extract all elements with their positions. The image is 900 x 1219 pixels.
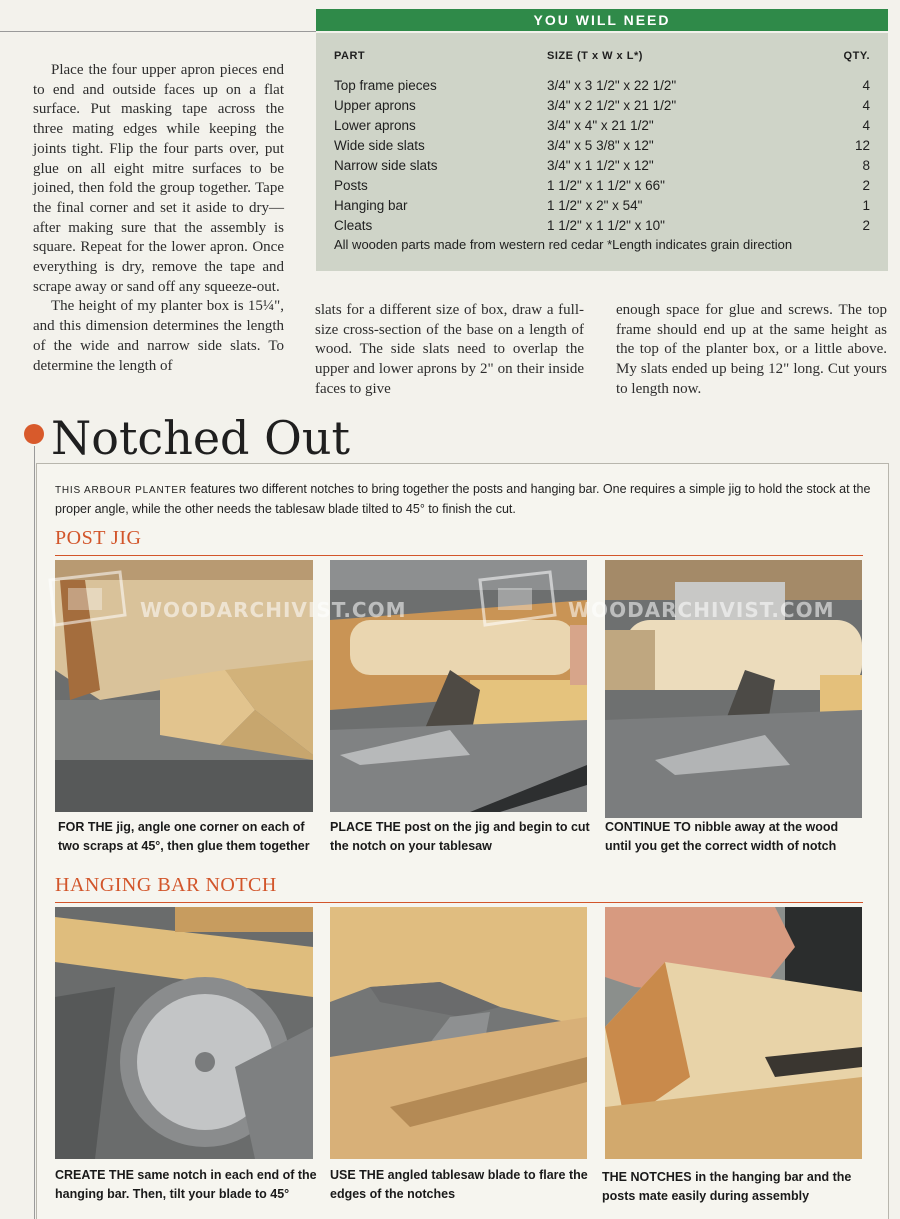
part-size: 3/4" x 4" x 21 1/2": [547, 118, 654, 133]
part-name: Top frame pieces: [334, 78, 437, 93]
intro-lead: THIS ARBOUR PLANTER: [55, 485, 187, 496]
table-row: [316, 96, 888, 116]
caption-create-notch: [55, 1166, 317, 1204]
table-row: [316, 76, 888, 96]
part-name: Hanging bar: [334, 198, 408, 213]
intro-text: features two different notches to bring together the posts and hanging bar. One requires a simple jig to hold the stock at the proper angle, while the other needs the tablesaw blade tilted to 45° to finish the cut.: [55, 482, 871, 516]
post-jig-rule: [55, 555, 863, 556]
part-size: 3/4" x 2 1/2" x 21 1/2": [547, 98, 677, 113]
photo-create-notch: [55, 907, 313, 1159]
paragraph: Place the four upper apron pieces end to end and outside faces up on a flat surface. Put masking tape across the three mating edges while keeping the joints tight. Flip the four parts over, put glue on all eight mitre surfaces to be joined, then fold the group together. Tape the final corner and set it aside to dry—after making sure that the assembly is square. Repeat for the lower apron. Once everything is dry, remove the tape and scrape away or sand off any squeeze-out.: [33, 62, 284, 295]
part-size: 3/4" x 5 3/8" x 12": [547, 138, 654, 153]
body-column-3: [616, 301, 887, 400]
post-jig-title: POST JIG: [55, 527, 142, 549]
part-name: Narrow side slats: [334, 158, 438, 173]
hanging-bar-rule: [55, 902, 863, 903]
caption-lead: CONTINUE TO: [605, 820, 691, 834]
section-bullet: [24, 424, 44, 444]
part-name: Wide side slats: [334, 138, 425, 153]
part-qty: 4: [862, 118, 870, 133]
part-qty: 8: [862, 158, 870, 173]
frame-left-rule: [34, 446, 35, 1219]
watermark-text: WOODARCHIVIST.COM: [140, 598, 407, 622]
table-row: [316, 136, 888, 156]
caption-lead: USE THE: [330, 1168, 385, 1182]
column-header-qty: QTY.: [843, 50, 870, 62]
caption-text: same notch in each end of the hanging bar. Then, tilt your blade to 45°: [55, 1168, 317, 1201]
table-row: [316, 176, 888, 196]
materials-note: All wooden parts made from western red cedar *Length indicates grain direction: [334, 237, 793, 252]
body-column-1: [33, 61, 284, 376]
table-row: [316, 216, 888, 236]
photo-notches-mate: [605, 907, 862, 1159]
section-title: Notched Out: [51, 411, 350, 465]
table-row: [316, 156, 888, 176]
paragraph: The height of my planter box is 15¼", and this dimension determines the length of the wide and narrow side slats. To determine the length of: [33, 298, 284, 374]
table-row: [316, 196, 888, 216]
part-name: Lower aprons: [334, 118, 416, 133]
watermark-text: WOODARCHIVIST.COM: [568, 598, 835, 622]
paragraph: enough space for glue and screws. The top frame should end up at the same height as the top of the planter box, or a little above. My slats ended up being 12" long. Cut yours to length now.: [616, 302, 887, 397]
materials-table: [316, 33, 888, 271]
part-size: 3/4" x 1 1/2" x 12": [547, 158, 654, 173]
caption-text: nibble away at the wood until you get the correct width of notch: [605, 820, 839, 853]
caption-notches-mate: [602, 1168, 864, 1206]
caption-jig-scraps: [58, 818, 320, 856]
caption-nibble-notch: [605, 818, 867, 856]
body-column-2: [315, 301, 584, 400]
part-size: 1 1/2" x 1 1/2" x 10": [547, 218, 665, 233]
caption-text: in the hanging bar and the posts mate easily during assembly: [602, 1170, 852, 1203]
caption-lead: CREATE THE: [55, 1168, 134, 1182]
hanging-bar-title: HANGING BAR NOTCH: [55, 874, 277, 896]
part-qty: 2: [862, 218, 870, 233]
part-qty: 1: [862, 198, 870, 213]
caption-lead: THE NOTCHES: [602, 1170, 692, 1184]
part-qty: 4: [862, 98, 870, 113]
column-header-size: SIZE (T x W x L*): [547, 50, 643, 62]
caption-text: angled tablesaw blade to flare the edges of the notches: [330, 1168, 588, 1201]
part-size: 1 1/2" x 1 1/2" x 66": [547, 178, 665, 193]
part-size: 3/4" x 3 1/2" x 22 1/2": [547, 78, 677, 93]
part-name: Posts: [334, 178, 368, 193]
materials-header: YOU WILL NEED: [316, 9, 888, 31]
watermark-logo-icon: [470, 570, 560, 630]
part-name: Upper aprons: [334, 98, 416, 113]
paragraph: slats for a different size of box, draw a full-size cross-section of the base on a length of wood. The side slats need to overlap the upper and lower aprons by 2" on their inside faces to give: [315, 302, 584, 397]
part-qty: 12: [854, 138, 870, 153]
caption-text: post on the jig and begin to cut the notch on your tablesaw: [330, 820, 590, 853]
caption-post-on-jig: [330, 818, 592, 856]
caption-lead: PLACE THE: [330, 820, 401, 834]
part-size: 1 1/2" x 2" x 54": [547, 198, 643, 213]
caption-lead: FOR THE: [58, 820, 113, 834]
watermark-logo-icon: [40, 570, 130, 630]
column-header-part: PART: [334, 50, 366, 62]
top-rule: [0, 31, 316, 32]
photo-angled-blade: [330, 907, 587, 1159]
part-name: Cleats: [334, 218, 373, 233]
caption-angled-blade: [330, 1166, 592, 1204]
caption-text: jig, angle one corner on each of two scraps at 45°, then glue them together: [58, 820, 310, 853]
table-row: [316, 116, 888, 136]
part-qty: 2: [862, 178, 870, 193]
part-qty: 4: [862, 78, 870, 93]
section-intro: [55, 480, 875, 518]
